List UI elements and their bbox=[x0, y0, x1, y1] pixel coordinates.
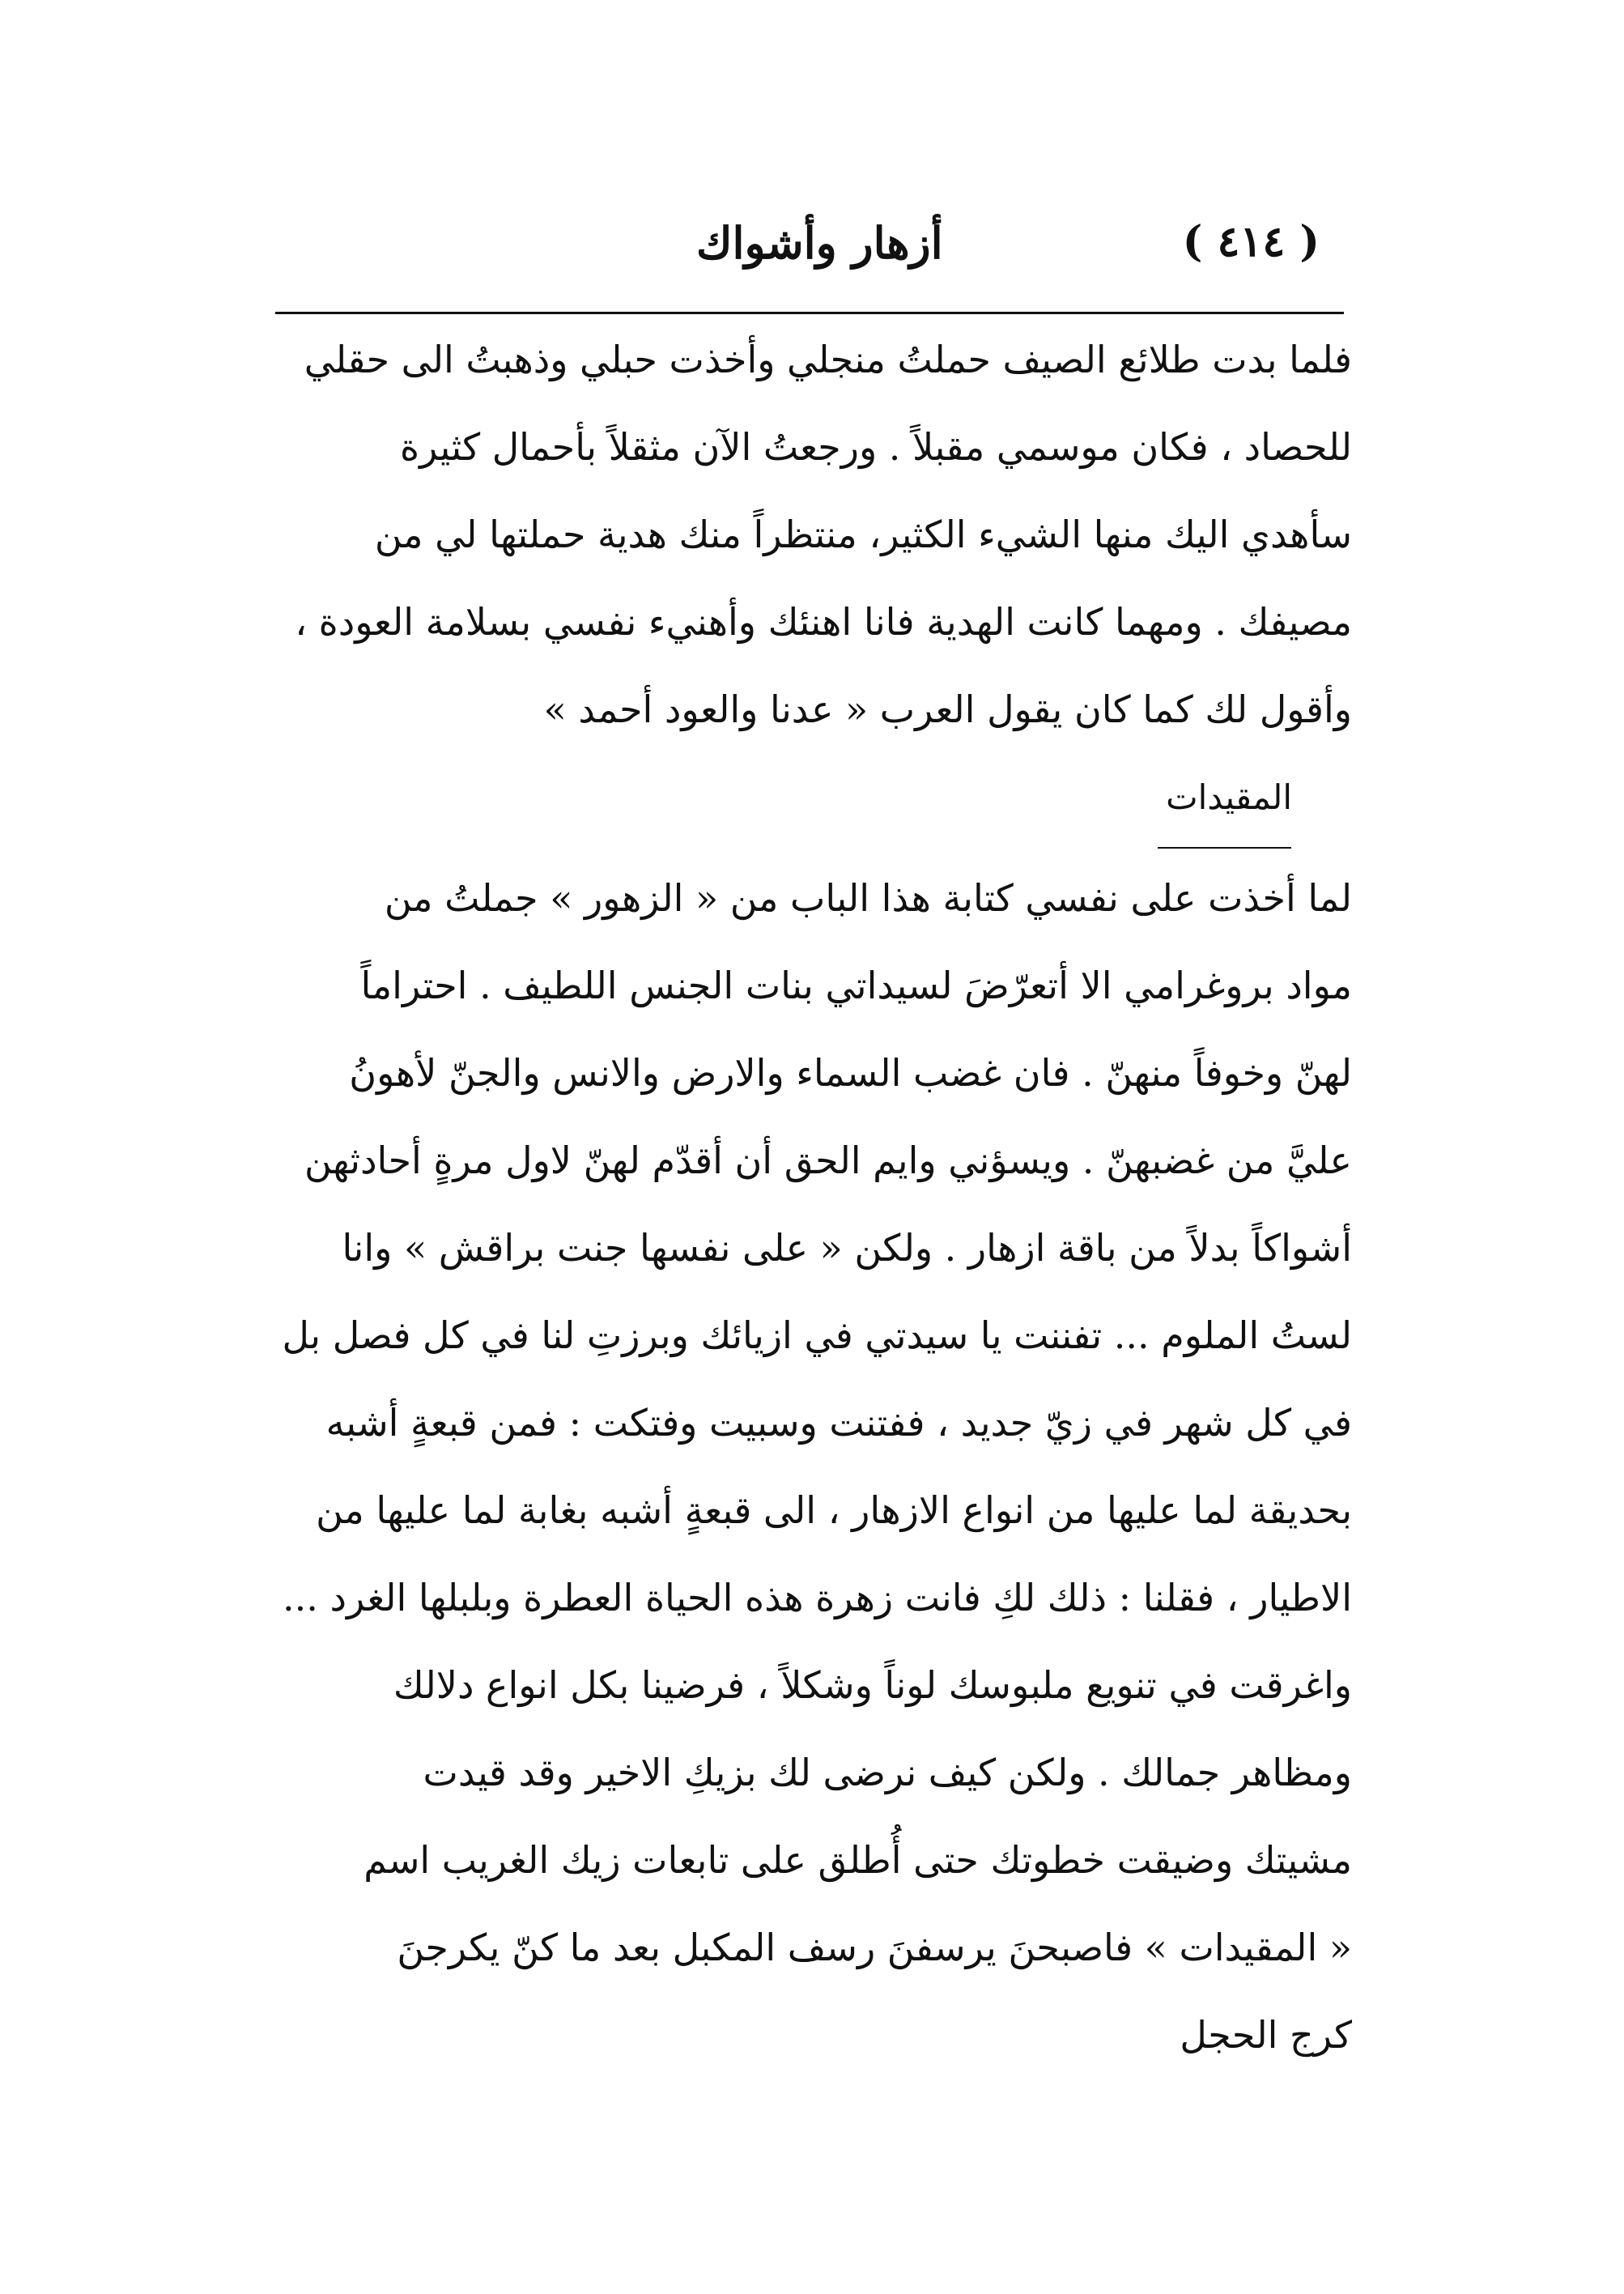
text-line: واغرقت في تنويع ملبوسك لوناً وشكلاً ، فرضينا بكل انواع دلالك bbox=[393, 1663, 1352, 1707]
page-number: ( ٤١٤ ) bbox=[1182, 217, 1320, 266]
paragraph-1 bbox=[275, 316, 1352, 753]
text-line: فلما بدت طلائع الصيف حملتُ منجلي وأخذت حبلي وذهبتُ الى حقلي bbox=[304, 338, 1352, 381]
section-heading: المقيدات bbox=[1166, 777, 1292, 817]
text-line: للحصاد ، فكان موسمي مقبلاً . ورجعتُ الآن مثقلاً بأحمال كثيرة bbox=[399, 425, 1352, 469]
text-line: مصيفك . ومهما كانت الهدية فانا اهنئك وأهنيء نفسي بسلامة العودة ، bbox=[295, 600, 1352, 644]
text-line: مواد بروغرامي الا أتعرّضَ لسيداتي بنات الجنس اللطيف . احتراماً bbox=[360, 964, 1352, 1007]
text-line: لما أخذت على نفسي كتابة هذا الباب من « الزهور » جملتُ من bbox=[384, 876, 1352, 920]
text-line: وأقول لك كما كان يقول العرب « عدنا والعود أحمد » bbox=[543, 687, 1352, 731]
section-heading-rule bbox=[1158, 847, 1291, 849]
running-title: أزهار وأشواك bbox=[696, 217, 943, 269]
text-line: سأهدي اليك منها الشيء الكثير، منتظراً منك هدية حملتها لي من bbox=[374, 513, 1352, 556]
text-line: ومظاهر جمالك . ولكن كيف نرضى لك بزيكِ الاخير وقد قيدت bbox=[423, 1751, 1352, 1794]
text-line: بحديقة لما عليها من انواع الازهار ، الى قبعةٍ أشبه بغابة لما عليها من bbox=[316, 1488, 1352, 1532]
text-line: في كل شهر في زيّ جديد ، ففتنت وسبيت وفتكت : فمن قبعةٍ أشبه bbox=[325, 1401, 1352, 1445]
text-line: لهنّ وخوفاً منهنّ . فان غضب السماء والارض والانس والجنّ لأهونُ bbox=[349, 1051, 1352, 1095]
text-line: مشيتك وضيقت خطوتك حتى أُطلق على تابعات زيك الغريب اسم bbox=[363, 1838, 1352, 1882]
text-line: الاطيار ، فقلنا : ذلك لكِ فانت زهرة هذه الحياة العطرة وبلبلها الغرد ... bbox=[282, 1576, 1352, 1619]
paragraph-2 bbox=[275, 854, 1352, 2079]
text-line: أشواكاً بدلاً من باقة ازهار . ولكن « على نفسها جنت براقش » وانا bbox=[342, 1226, 1352, 1270]
text-line: لستُ الملوم ... تفننت يا سيدتي في ازيائك وبرزتِ لنا في كل فصل بل bbox=[282, 1313, 1352, 1357]
header-rule bbox=[275, 312, 1344, 314]
text-line: عليَّ من غضبهنّ . ويسؤني وايم الحق أن أقدّم لهنّ لاول مرةٍ أحادثهن bbox=[304, 1138, 1352, 1182]
page-header bbox=[275, 217, 1344, 282]
text-line: كرج الحجل bbox=[1180, 2013, 1352, 2057]
text-line: « المقيدات » فاصبحنَ يرسفنَ رسف المكبل بعد ما كنّ يكرجنَ bbox=[397, 1926, 1352, 1969]
